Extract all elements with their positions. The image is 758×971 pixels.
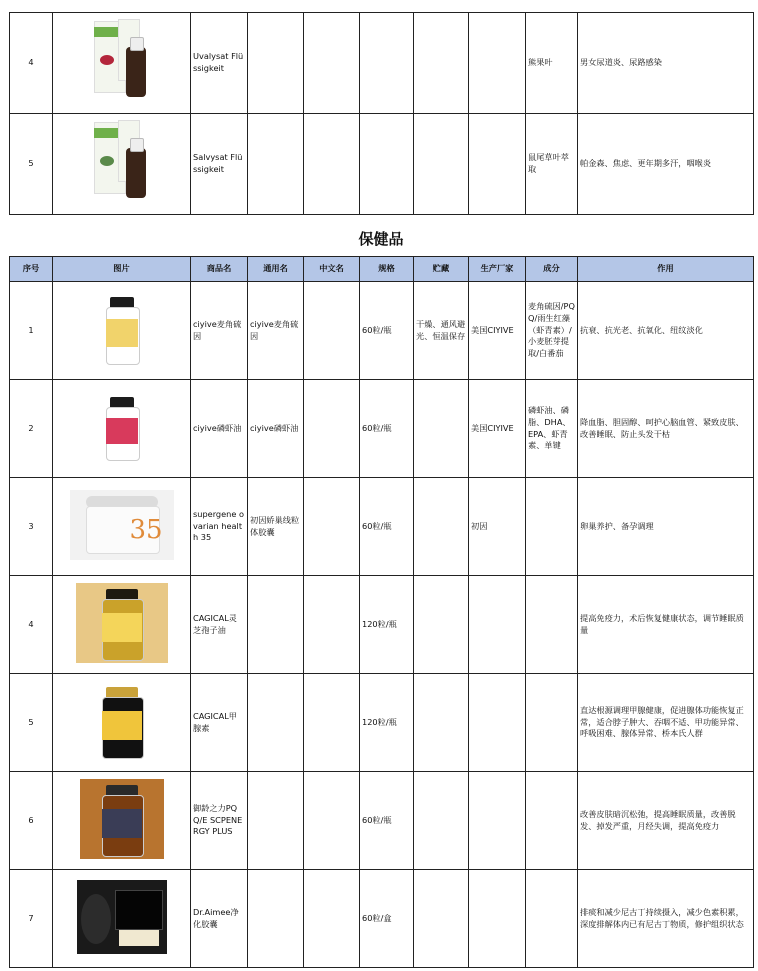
cell-manufacturer: 美国CIYIVE <box>469 282 526 380</box>
header-index: 序号 <box>10 257 53 282</box>
cell-index: 1 <box>10 282 53 380</box>
cell-ingredient <box>526 772 578 870</box>
product-image: 35 <box>70 490 174 560</box>
cell-manufacturer <box>469 114 526 215</box>
header-ingredient: 成分 <box>526 257 578 282</box>
cell-manufacturer <box>469 772 526 870</box>
cell-storage <box>414 114 469 215</box>
cell-effect: 直达根源调理甲腺健康，促进腺体功能恢复正常，适合脖子肿大、吞咽不适、甲功能异常、呼吸困难、腺体异常、桥本氏人群 <box>578 674 754 772</box>
header-spec: 规格 <box>360 257 414 282</box>
product-image <box>80 779 164 859</box>
cell-storage <box>414 674 469 772</box>
cell-product-name: Uvalysat Flüssigkeit <box>191 13 248 114</box>
cell-chinese-name <box>304 576 360 674</box>
cell-effect: 帕金森、焦虑、更年期多汗，咽喉炎 <box>578 114 754 215</box>
table-header-row <box>10 257 754 282</box>
cell-generic-name: 初因娇巢线粒体胶囊 <box>248 478 304 576</box>
product-image <box>77 880 167 954</box>
cell-generic-name <box>248 13 304 114</box>
cell-product-name: CAGICAL甲腺素 <box>191 674 248 772</box>
top-product-table <box>9 12 754 215</box>
table-row <box>10 282 754 380</box>
cell-index: 4 <box>10 13 53 114</box>
cell-index: 4 <box>10 576 53 674</box>
cell-manufacturer <box>469 13 526 114</box>
cell-image <box>53 13 191 114</box>
cell-ingredient <box>526 576 578 674</box>
table-row <box>10 870 754 968</box>
cell-product-name: 御龄之力PQQ/E SCPENERGY PLUS <box>191 772 248 870</box>
cell-chinese-name <box>304 380 360 478</box>
cell-image <box>53 282 191 380</box>
cell-effect: 男女尿道炎、尿路感染 <box>578 13 754 114</box>
cell-manufacturer: 美国CIYIVE <box>469 380 526 478</box>
cell-image <box>53 772 191 870</box>
table-row <box>10 13 754 114</box>
product-image <box>100 391 144 463</box>
cell-chinese-name <box>304 114 360 215</box>
cell-generic-name <box>248 674 304 772</box>
cell-effect: 抗衰、抗光老、抗氧化、纽纹淡化 <box>578 282 754 380</box>
header-product-name: 商品名 <box>191 257 248 282</box>
health-product-table <box>9 256 754 968</box>
table-row <box>10 674 754 772</box>
cell-chinese-name <box>304 478 360 576</box>
cell-effect: 提高免疫力，术后恢复健康状态，调节睡眠质量 <box>578 576 754 674</box>
cell-storage: 干燥、通风避光、恒温保存 <box>414 282 469 380</box>
cell-image <box>53 674 191 772</box>
cell-effect: 降血脂、胆固醇、呵护心脑血管、紧致皮肤、改善睡眠、防止头发干枯 <box>578 380 754 478</box>
header-storage: 贮藏 <box>414 257 469 282</box>
header-effect: 作用 <box>578 257 754 282</box>
header-manufacturer: 生产厂家 <box>469 257 526 282</box>
cell-chinese-name <box>304 772 360 870</box>
cell-product-name: supergene ovarian health 35 <box>191 478 248 576</box>
cell-image <box>53 380 191 478</box>
cell-effect: 改善皮肤暗沉松弛，提高睡眠质量，改善脱发、掉发严重，月经失调，提高免疫力 <box>578 772 754 870</box>
product-image <box>100 291 144 367</box>
cell-chinese-name <box>304 674 360 772</box>
cell-chinese-name <box>304 282 360 380</box>
cell-ingredient <box>526 478 578 576</box>
cell-spec: 120粒/瓶 <box>360 576 414 674</box>
product-image <box>76 583 168 663</box>
cell-image <box>53 576 191 674</box>
cell-ingredient: 麦角硫因/PQQ/雨生红藻（虾青素）/小麦胚芽提取/白番茄 <box>526 282 578 380</box>
header-chinese-name: 中文名 <box>304 257 360 282</box>
table-row <box>10 576 754 674</box>
cell-spec <box>360 13 414 114</box>
product-image <box>92 681 152 761</box>
cell-spec: 60粒/瓶 <box>360 478 414 576</box>
cell-product-name: CAGICAL灵芝孢子油 <box>191 576 248 674</box>
cell-generic-name: ciyive麦角硫因 <box>248 282 304 380</box>
product-image <box>86 120 158 204</box>
cell-generic-name <box>248 870 304 968</box>
cell-manufacturer: 初因 <box>469 478 526 576</box>
cell-storage <box>414 13 469 114</box>
cell-spec: 60粒/瓶 <box>360 772 414 870</box>
cell-generic-name <box>248 114 304 215</box>
cell-index: 7 <box>10 870 53 968</box>
cell-image <box>53 870 191 968</box>
cell-image <box>53 114 191 215</box>
cell-chinese-name <box>304 870 360 968</box>
table-row <box>10 478 754 576</box>
table-row <box>10 380 754 478</box>
cell-spec <box>360 114 414 215</box>
cell-index: 5 <box>10 674 53 772</box>
cell-spec: 60粒/瓶 <box>360 282 414 380</box>
cell-index: 2 <box>10 380 53 478</box>
cell-ingredient <box>526 870 578 968</box>
cell-manufacturer <box>469 870 526 968</box>
cell-generic-name <box>248 772 304 870</box>
cell-chinese-name <box>304 13 360 114</box>
table-row <box>10 114 754 215</box>
cell-storage <box>414 478 469 576</box>
header-image: 图片 <box>53 257 191 282</box>
cell-index: 3 <box>10 478 53 576</box>
product-image <box>86 19 158 103</box>
cell-spec: 60粒/盒 <box>360 870 414 968</box>
cell-effect: 排痰和减少尼古丁持续摄入，减少色素积累，深度排解体内已有尼古丁物质，修护组织状态 <box>578 870 754 968</box>
cell-ingredient: 磷虾油、磷脂、DHA、EPA、虾青素、单键 <box>526 380 578 478</box>
cell-product-name: Salvysat Flüssigkeit <box>191 114 248 215</box>
cell-image <box>53 478 191 576</box>
cell-product-name: ciyive麦角硫因 <box>191 282 248 380</box>
cell-index: 6 <box>10 772 53 870</box>
cell-ingredient: 熊果叶 <box>526 13 578 114</box>
cell-spec: 60粒/瓶 <box>360 380 414 478</box>
cell-storage <box>414 576 469 674</box>
cell-manufacturer <box>469 576 526 674</box>
cell-storage <box>414 380 469 478</box>
cell-product-name: Dr.Aimee净化胶囊 <box>191 870 248 968</box>
header-generic-name: 通用名 <box>248 257 304 282</box>
cell-spec: 120粒/瓶 <box>360 674 414 772</box>
cell-ingredient <box>526 674 578 772</box>
cell-storage <box>414 870 469 968</box>
cell-manufacturer <box>469 674 526 772</box>
cell-product-name: ciyive磷虾油 <box>191 380 248 478</box>
cell-index: 5 <box>10 114 53 215</box>
cell-effect: 卵巢养护、备孕调理 <box>578 478 754 576</box>
cell-generic-name <box>248 576 304 674</box>
table-row <box>10 772 754 870</box>
cell-storage <box>414 772 469 870</box>
section-title: 保健品 <box>358 230 404 248</box>
cell-ingredient: 鼠尾草叶萃取 <box>526 114 578 215</box>
cell-generic-name: ciyive磷虾油 <box>248 380 304 478</box>
